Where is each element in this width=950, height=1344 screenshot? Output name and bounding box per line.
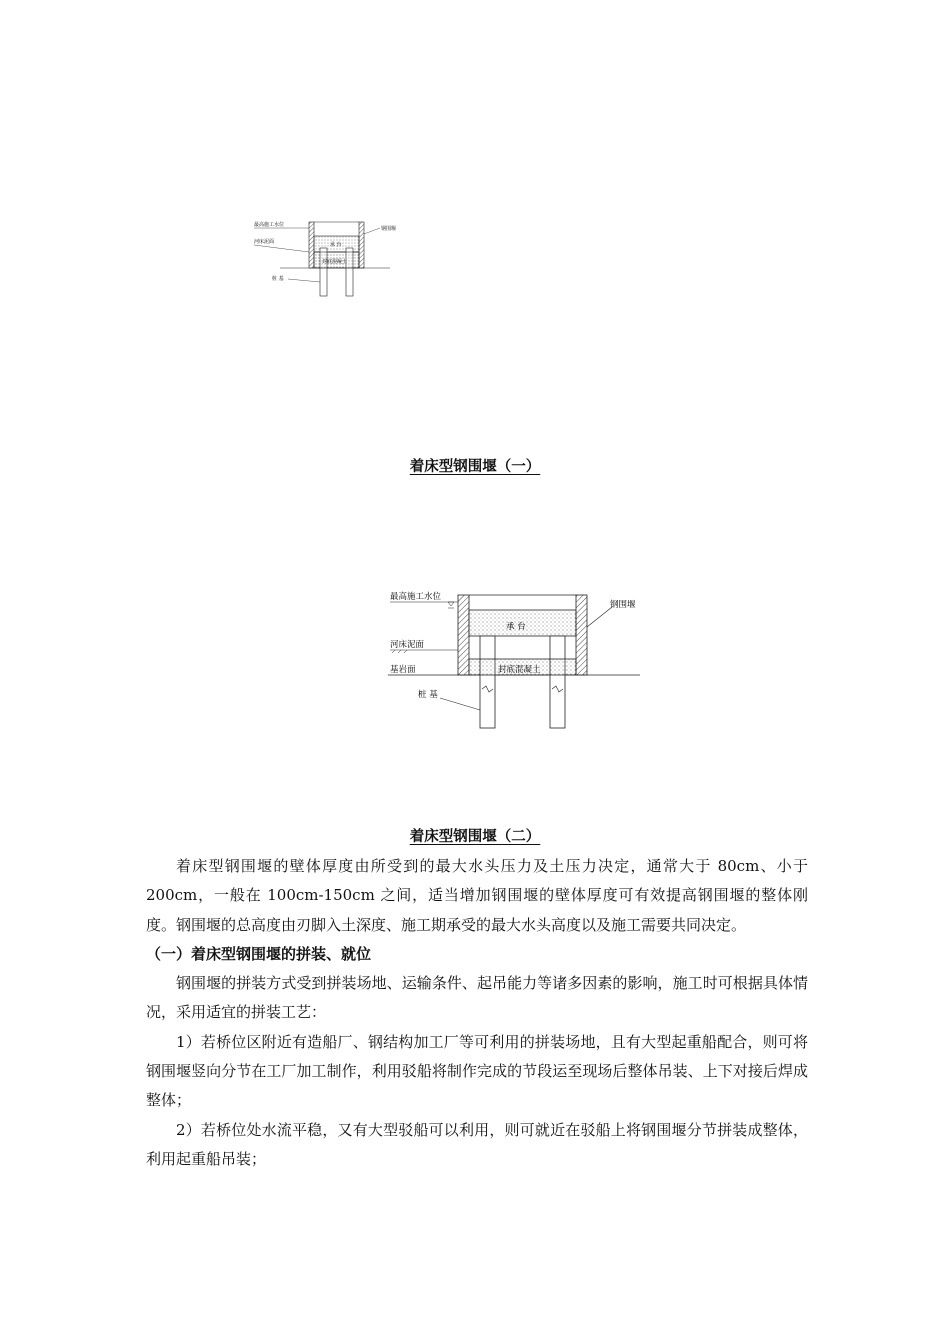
label-cap: 承 台 — [330, 242, 342, 248]
label-seal: 封底混凝土 — [322, 259, 348, 265]
label-pile: 桩 基 — [418, 690, 438, 700]
label-bedrock: 基岩面 — [390, 665, 416, 675]
paragraph-wall-thickness: 着床型钢围堰的壁体厚度由所受到的最大水头压力及土压力决定，通常大于 80cm、小于 200cm，一般在 100cm-150cm 之间，适当增加钢围堰的壁体厚度可有效提高钢围堰的整体刚度。钢围堰的总高度由刃脚入土深度、施工期承受的最大水头高度以及施工需要共同决定。 — [146, 857, 808, 934]
section-heading: （一）着床型钢围堰的拼装、就位 — [146, 944, 372, 963]
label-cap: 承 台 — [506, 622, 526, 632]
figure-caption-2 — [0, 825, 950, 846]
paragraph-option-2: 2）若桥位处水流平稳，又有大型驳船可以利用，则可就近在驳船上将钢围堰分节拼装成整体，利用起重船吊装； — [146, 1120, 808, 1168]
caption-2-text: 着床型钢围堰（二） — [409, 829, 541, 845]
paragraph-assembly-intro: 钢围堰的拼装方式受到拼装场地、运输条件、起吊能力等诸多因素的影响，施工时可根据具体情况，采用适宜的拼装工艺： — [146, 974, 808, 1022]
caption-1-text: 着床型钢围堰（一） — [409, 459, 541, 475]
label-riverbed: 河床泥面 — [254, 239, 275, 245]
label-water-level: 最高施工水位 — [254, 222, 285, 228]
body-text — [146, 852, 808, 1174]
cofferdam-diagram-2 — [378, 585, 648, 733]
label-cofferdam: 钢围堰 — [381, 226, 397, 232]
label-riverbed: 河床泥面 — [390, 640, 425, 650]
label-water-level: 最高施工水位 — [390, 592, 442, 602]
figure-caption-1 — [0, 455, 950, 476]
cofferdam-diagram-1 — [240, 212, 410, 298]
label-seal: 封底混凝土 — [498, 665, 541, 675]
paragraph-option-1: 1）若桥位区附近有造船厂、钢结构加工厂等可利用的拼装场地，且有大型起重船配合，则可将钢围堰竖向分节在工厂加工制作，利用驳船将制作完成的节段运至现场后整体吊装、上下对接后焊成整体； — [146, 1032, 808, 1110]
label-cofferdam: 钢围堰 — [610, 600, 636, 610]
label-pile: 桩 基 — [272, 276, 284, 282]
